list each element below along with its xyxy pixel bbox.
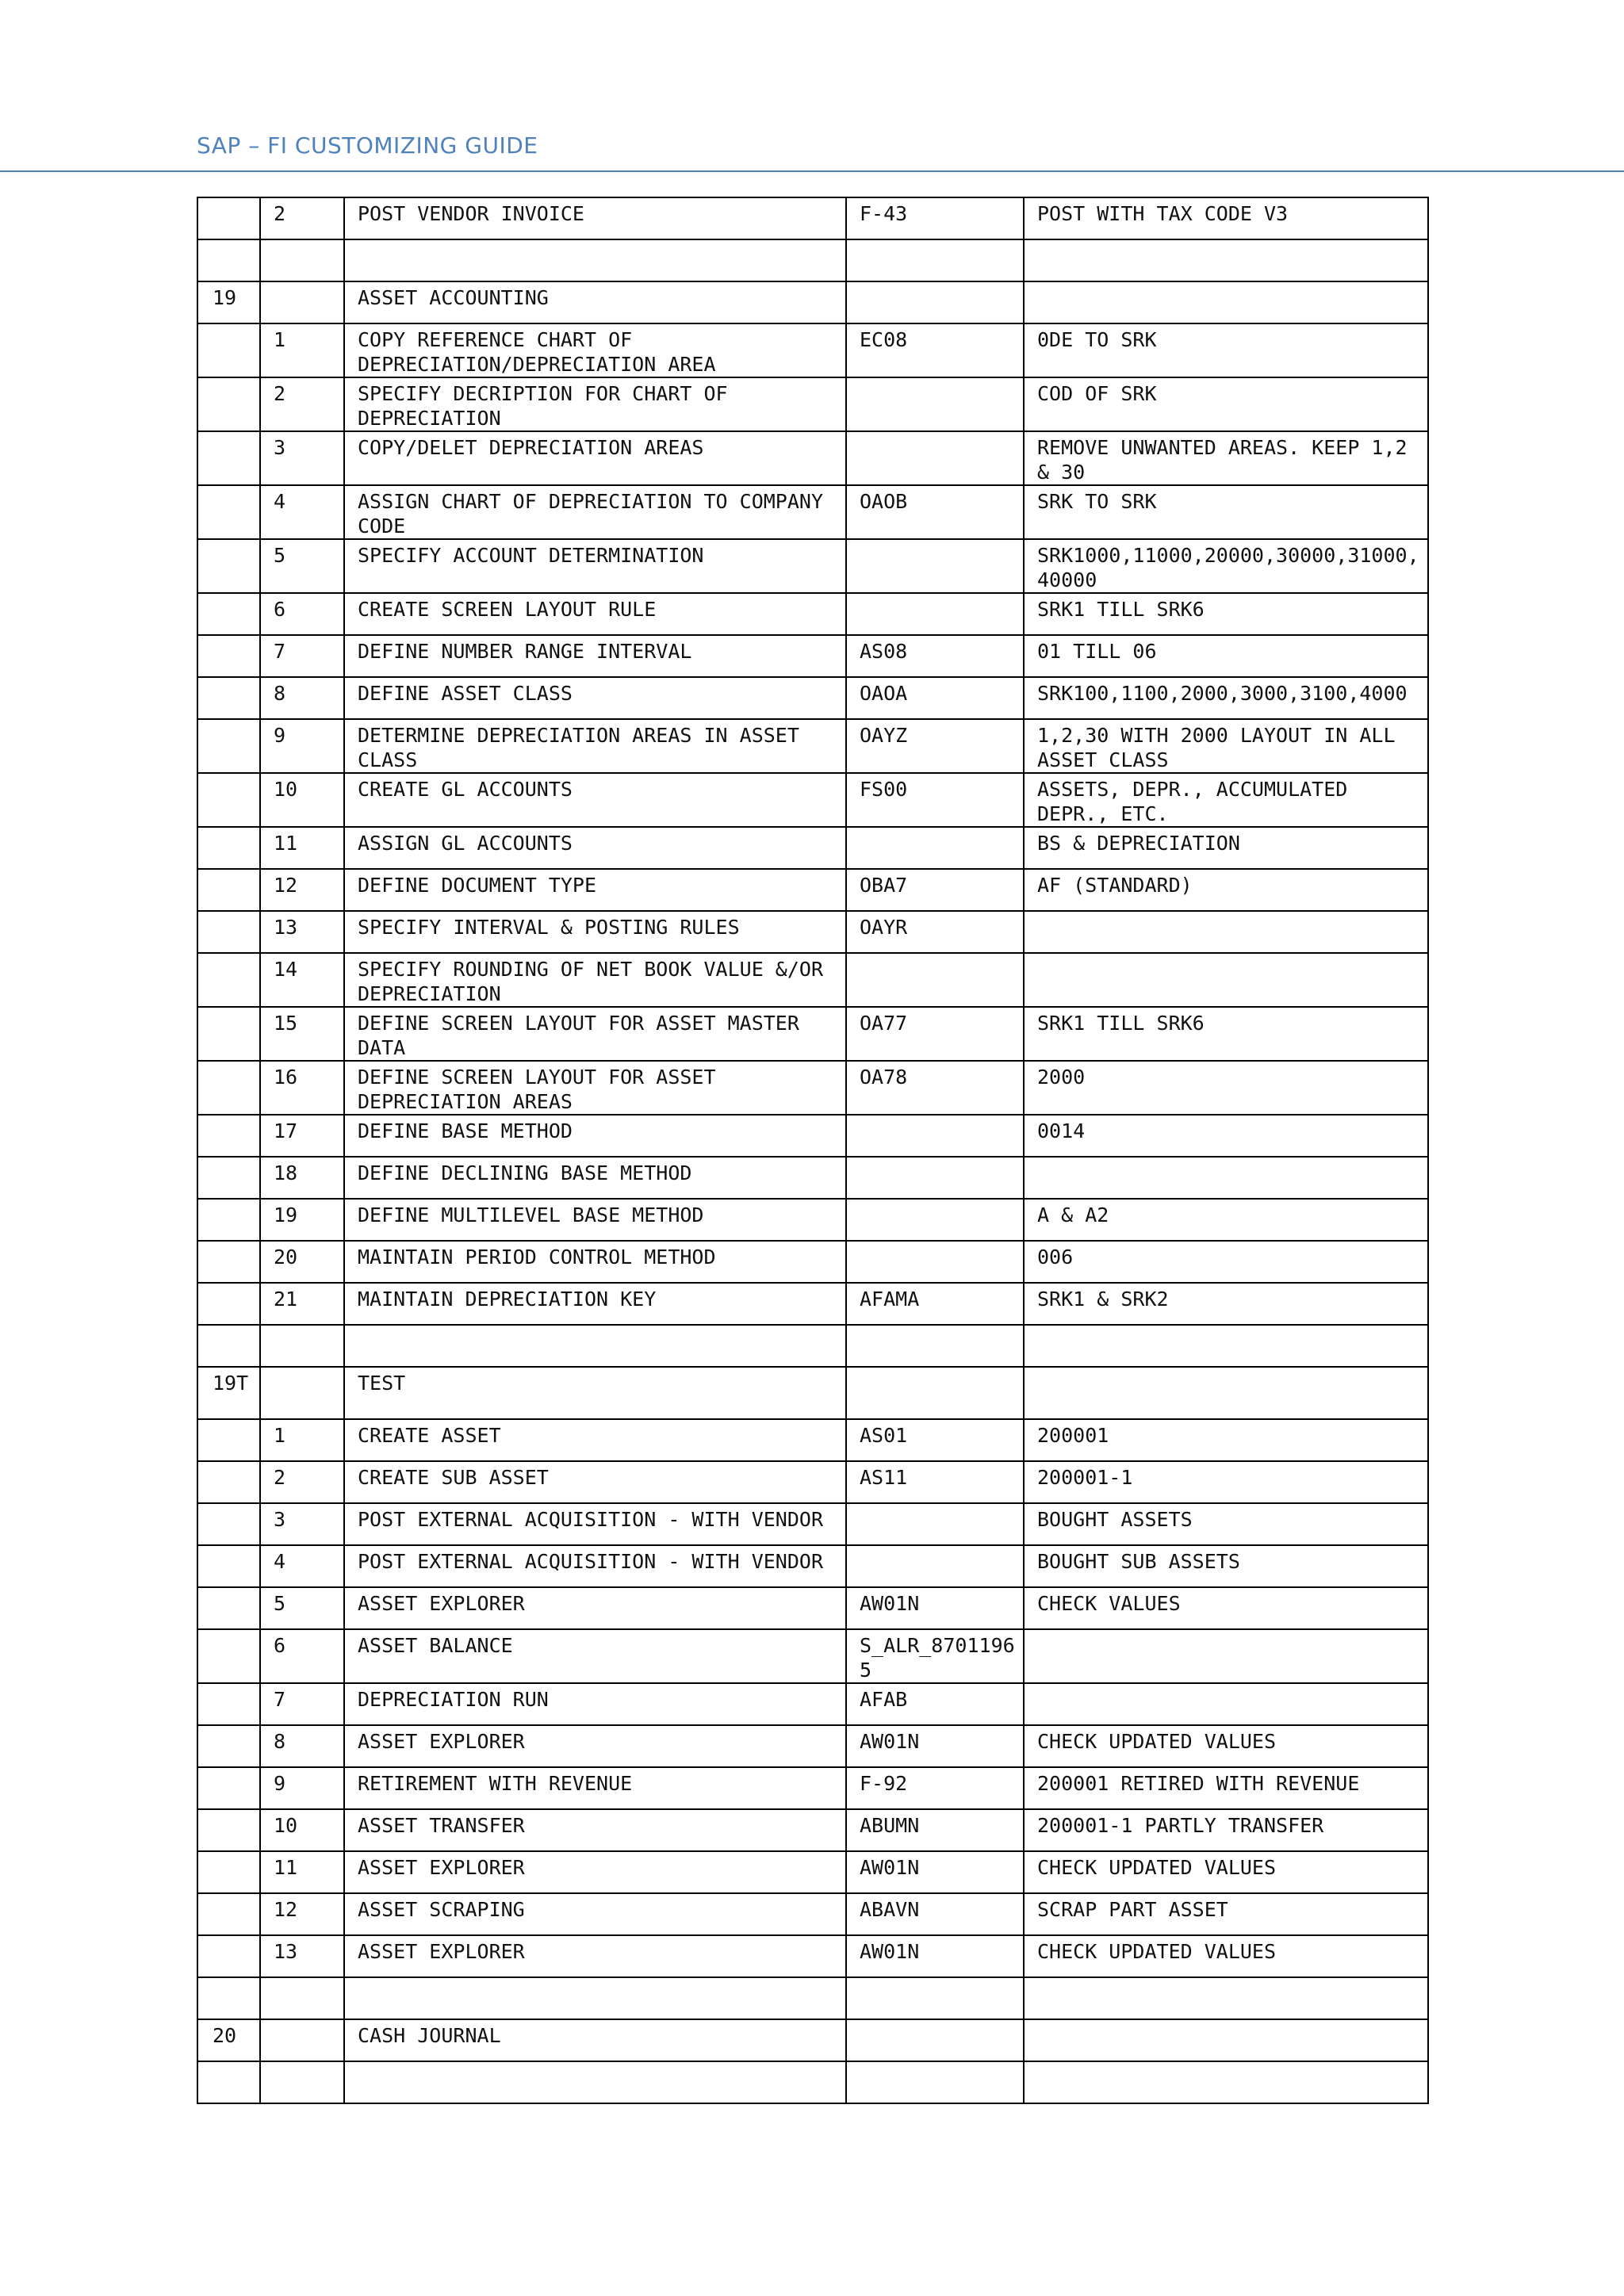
step-number-cell: 7 [260,1683,344,1725]
transaction-code-cell: OBA7 [846,869,1024,911]
transaction-code-cell [846,377,1024,431]
step-number-cell: 2 [260,197,344,239]
transaction-code-cell [846,1199,1024,1241]
remarks-cell: 1,2,30 WITH 2000 LAYOUT IN ALL ASSET CLASS [1024,719,1428,773]
activity-cell: ASSET TRANSFER [344,1809,846,1851]
step-number-cell: 2 [260,377,344,431]
remarks-cell [1024,239,1428,281]
step-number-cell [260,2061,344,2103]
step-number-cell [260,1977,344,2019]
table-row [197,1545,1428,1587]
remarks-cell: REMOVE UNWANTED AREAS. KEEP 1,2 & 30 [1024,431,1428,485]
activity-cell [344,239,846,281]
transaction-code-cell [846,1545,1024,1587]
table-row [197,1157,1428,1199]
transaction-code-cell: S_ALR_87011965 [846,1629,1024,1683]
activity-cell: SPECIFY INTERVAL & POSTING RULES [344,911,846,953]
section-number-cell [197,635,260,677]
transaction-code-cell: OAOA [846,677,1024,719]
remarks-cell [1024,281,1428,323]
step-number-cell: 5 [260,539,344,593]
transaction-code-cell [846,1977,1024,2019]
step-number-cell: 21 [260,1283,344,1325]
table-row [197,1461,1428,1503]
activity-cell: ASSET EXPLORER [344,1851,846,1893]
table-row [197,431,1428,485]
remarks-cell: POST WITH TAX CODE V3 [1024,197,1428,239]
section-number-cell [197,911,260,953]
activity-cell: SPECIFY DECRIPTION FOR CHART OF DEPRECIATION [344,377,846,431]
activity-cell [344,1325,846,1367]
step-number-cell: 13 [260,1935,344,1977]
step-number-cell [260,2019,344,2061]
transaction-code-cell [846,281,1024,323]
activity-cell: POST VENDOR INVOICE [344,197,846,239]
section-number-cell [197,1503,260,1545]
section-number-cell [197,1157,260,1199]
activity-cell: DEFINE ASSET CLASS [344,677,846,719]
section-number-cell [197,1935,260,1977]
step-number-cell: 8 [260,677,344,719]
table-row [197,377,1428,431]
transaction-code-cell: AS01 [846,1419,1024,1461]
section-number-cell [197,953,260,1007]
section-number-cell [197,1007,260,1061]
activity-cell: SPECIFY ACCOUNT DETERMINATION [344,539,846,593]
section-number-cell [197,1061,260,1115]
step-number-cell: 12 [260,869,344,911]
table-row [197,677,1428,719]
step-number-cell: 6 [260,1629,344,1683]
remarks-cell [1024,953,1428,1007]
transaction-code-cell [846,1325,1024,1367]
section-number-cell [197,719,260,773]
remarks-cell: A & A2 [1024,1199,1428,1241]
activity-cell: DEFINE DECLINING BASE METHOD [344,1157,846,1199]
step-number-cell: 4 [260,1545,344,1587]
section-number-cell [197,1683,260,1725]
remarks-cell [1024,2061,1428,2103]
transaction-code-cell: ABAVN [846,1893,1024,1935]
activity-cell: POST EXTERNAL ACQUISITION - WITH VENDOR [344,1503,846,1545]
activity-cell: DETERMINE DEPRECIATION AREAS IN ASSET CLASS [344,719,846,773]
activity-cell: CREATE ASSET [344,1419,846,1461]
section-number-cell [197,431,260,485]
activity-cell: DEFINE NUMBER RANGE INTERVAL [344,635,846,677]
section-number-cell [197,1545,260,1587]
step-number-cell: 14 [260,953,344,1007]
section-number-cell: 20 [197,2019,260,2061]
section-number-cell [197,1325,260,1367]
remarks-cell: SRK TO SRK [1024,485,1428,539]
step-number-cell: 8 [260,1725,344,1767]
step-number-cell: 18 [260,1157,344,1199]
transaction-code-cell: AW01N [846,1935,1024,1977]
table-row [197,1007,1428,1061]
remarks-cell [1024,1325,1428,1367]
remarks-cell: CHECK UPDATED VALUES [1024,1725,1428,1767]
section-number-cell [197,2061,260,2103]
transaction-code-cell [846,539,1024,593]
section-number-cell: 19 [197,281,260,323]
step-number-cell: 9 [260,719,344,773]
section-number-cell [197,377,260,431]
table-row [197,1115,1428,1157]
remarks-cell: COD OF SRK [1024,377,1428,431]
transaction-code-cell: OA78 [846,1061,1024,1115]
activity-cell: ASSIGN GL ACCOUNTS [344,827,846,869]
activity-cell: CASH JOURNAL [344,2019,846,2061]
remarks-cell: SRK100,1100,2000,3000,3100,4000 [1024,677,1428,719]
activity-cell [344,1977,846,2019]
remarks-cell: CHECK UPDATED VALUES [1024,1935,1428,1977]
transaction-code-cell [846,953,1024,1007]
activity-cell: DEFINE BASE METHOD [344,1115,846,1157]
table-row [197,1683,1428,1725]
transaction-code-cell [846,827,1024,869]
remarks-cell [1024,2019,1428,2061]
step-number-cell: 10 [260,773,344,827]
step-number-cell: 7 [260,635,344,677]
table-row [197,593,1428,635]
remarks-cell: 200001 RETIRED WITH REVENUE [1024,1767,1428,1809]
transaction-code-cell: F-92 [846,1767,1024,1809]
remarks-cell: BOUGHT SUB ASSETS [1024,1545,1428,1587]
transaction-code-cell: OAOB [846,485,1024,539]
step-number-cell: 2 [260,1461,344,1503]
section-number-cell [197,1115,260,1157]
remarks-cell: 0DE TO SRK [1024,323,1428,377]
section-number-cell: 19T [197,1367,260,1419]
step-number-cell: 10 [260,1809,344,1851]
transaction-code-cell: AW01N [846,1587,1024,1629]
section-number-cell [197,1199,260,1241]
transaction-code-cell: OAYR [846,911,1024,953]
step-number-cell: 20 [260,1241,344,1283]
section-number-cell [197,1977,260,2019]
transaction-code-cell [846,1503,1024,1545]
transaction-code-cell [846,1241,1024,1283]
section-number-cell [197,1629,260,1683]
transaction-code-cell [846,2019,1024,2061]
step-number-cell: 4 [260,485,344,539]
remarks-cell: CHECK VALUES [1024,1587,1428,1629]
table-row [197,827,1428,869]
step-number-cell: 15 [260,1007,344,1061]
activity-cell: CREATE SUB ASSET [344,1461,846,1503]
table-row [197,1325,1428,1367]
transaction-code-cell: ABUMN [846,1809,1024,1851]
table-row [197,1241,1428,1283]
transaction-code-cell: F-43 [846,197,1024,239]
activity-cell: ASSET EXPLORER [344,1587,846,1629]
remarks-cell: 2000 [1024,1061,1428,1115]
table-row [197,281,1428,323]
section-number-cell [197,1283,260,1325]
activity-cell: ASSET BALANCE [344,1629,846,1683]
step-number-cell [260,239,344,281]
transaction-code-cell [846,431,1024,485]
step-number-cell: 1 [260,323,344,377]
remarks-cell [1024,1367,1428,1419]
remarks-cell: 200001-1 [1024,1461,1428,1503]
transaction-code-cell: AFAMA [846,1283,1024,1325]
activity-cell: ASSET SCRAPING [344,1893,846,1935]
header-divider [0,170,1624,172]
transaction-code-cell: OAYZ [846,719,1024,773]
remarks-cell [1024,911,1428,953]
step-number-cell [260,281,344,323]
step-number-cell: 17 [260,1115,344,1157]
activity-cell: DEFINE MULTILEVEL BASE METHOD [344,1199,846,1241]
remarks-cell: 006 [1024,1241,1428,1283]
activity-cell: ASSET ACCOUNTING [344,281,846,323]
activity-cell: DEPRECIATION RUN [344,1683,846,1725]
remarks-cell [1024,1683,1428,1725]
activity-cell: COPY REFERENCE CHART OF DEPRECIATION/DEPRECIATION AREA [344,323,846,377]
step-number-cell: 11 [260,827,344,869]
table-row [197,1935,1428,1977]
section-number-cell [197,239,260,281]
transaction-code-cell [846,593,1024,635]
table-row [197,1893,1428,1935]
remarks-cell: SRK1000,11000,20000,30000,31000,40000 [1024,539,1428,593]
table-row [197,1061,1428,1115]
step-number-cell: 5 [260,1587,344,1629]
activity-cell: CREATE SCREEN LAYOUT RULE [344,593,846,635]
table-row [197,953,1428,1007]
step-number-cell: 3 [260,1503,344,1545]
section-number-cell [197,197,260,239]
section-number-cell [197,1461,260,1503]
remarks-cell: SRK1 TILL SRK6 [1024,593,1428,635]
section-number-cell [197,827,260,869]
table-row [197,1809,1428,1851]
activity-cell: DEFINE SCREEN LAYOUT FOR ASSET DEPRECIATION AREAS [344,1061,846,1115]
table-row [197,1199,1428,1241]
table-row [197,1767,1428,1809]
section-number-cell [197,773,260,827]
activity-cell: DEFINE SCREEN LAYOUT FOR ASSET MASTER DATA [344,1007,846,1061]
remarks-cell: SCRAP PART ASSET [1024,1893,1428,1935]
transaction-code-cell [846,239,1024,281]
transaction-code-cell [846,1157,1024,1199]
table-row [197,1851,1428,1893]
remarks-cell [1024,1629,1428,1683]
customizing-table-body [197,197,1428,2103]
transaction-code-cell: AFAB [846,1683,1024,1725]
section-number-cell [197,677,260,719]
table-row [197,911,1428,953]
activity-cell: MAINTAIN DEPRECIATION KEY [344,1283,846,1325]
table-row [197,1283,1428,1325]
activity-cell: DEFINE DOCUMENT TYPE [344,869,846,911]
activity-cell: ASSET EXPLORER [344,1935,846,1977]
step-number-cell: 13 [260,911,344,953]
activity-cell: CREATE GL ACCOUNTS [344,773,846,827]
activity-cell: POST EXTERNAL ACQUISITION - WITH VENDOR [344,1545,846,1587]
transaction-code-cell: AS11 [846,1461,1024,1503]
section-number-cell [197,1893,260,1935]
transaction-code-cell: FS00 [846,773,1024,827]
table-row [197,1503,1428,1545]
activity-cell: SPECIFY ROUNDING OF NET BOOK VALUE &/OR DEPRECIATION [344,953,846,1007]
section-number-cell [197,1587,260,1629]
step-number-cell [260,1367,344,1419]
table-row [197,2019,1428,2061]
table-row [197,773,1428,827]
transaction-code-cell [846,1367,1024,1419]
table-row [197,1587,1428,1629]
remarks-cell: 200001 [1024,1419,1428,1461]
step-number-cell: 16 [260,1061,344,1115]
customizing-table [197,197,1429,2104]
remarks-cell: BS & DEPRECIATION [1024,827,1428,869]
table-row [197,719,1428,773]
section-number-cell [197,323,260,377]
table-row [197,1977,1428,2019]
table-row [197,1419,1428,1461]
table-row [197,197,1428,239]
step-number-cell: 9 [260,1767,344,1809]
remarks-cell: BOUGHT ASSETS [1024,1503,1428,1545]
section-number-cell [197,1241,260,1283]
remarks-cell: 0014 [1024,1115,1428,1157]
remarks-cell: SRK1 & SRK2 [1024,1283,1428,1325]
activity-cell: ASSET EXPLORER [344,1725,846,1767]
section-number-cell [197,1809,260,1851]
table-row [197,323,1428,377]
section-number-cell [197,593,260,635]
table-row [197,1725,1428,1767]
section-number-cell [197,1851,260,1893]
step-number-cell: 6 [260,593,344,635]
remarks-cell [1024,1977,1428,2019]
table-row [197,635,1428,677]
step-number-cell: 11 [260,1851,344,1893]
remarks-cell: SRK1 TILL SRK6 [1024,1007,1428,1061]
table-row [197,485,1428,539]
section-number-cell [197,1419,260,1461]
remarks-cell: 200001-1 PARTLY TRANSFER [1024,1809,1428,1851]
activity-cell: MAINTAIN PERIOD CONTROL METHOD [344,1241,846,1283]
remarks-cell: AF (STANDARD) [1024,869,1428,911]
activity-cell: RETIREMENT WITH REVENUE [344,1767,846,1809]
activity-cell [344,2061,846,2103]
section-number-cell [197,1767,260,1809]
table-row [197,239,1428,281]
remarks-cell: CHECK UPDATED VALUES [1024,1851,1428,1893]
remarks-cell [1024,1157,1428,1199]
section-number-cell [197,539,260,593]
step-number-cell: 12 [260,1893,344,1935]
table-row [197,539,1428,593]
table-row [197,869,1428,911]
transaction-code-cell: AS08 [846,635,1024,677]
page-header-title: SAP – FI CUSTOMIZING GUIDE [197,132,538,159]
activity-cell: TEST [344,1367,846,1419]
section-number-cell [197,485,260,539]
transaction-code-cell [846,2061,1024,2103]
table-row [197,1367,1428,1419]
table-row [197,2061,1428,2103]
remarks-cell: 01 TILL 06 [1024,635,1428,677]
remarks-cell: ASSETS, DEPR., ACCUMULATED DEPR., ETC. [1024,773,1428,827]
section-number-cell [197,869,260,911]
transaction-code-cell: AW01N [846,1851,1024,1893]
transaction-code-cell: OA77 [846,1007,1024,1061]
step-number-cell: 3 [260,431,344,485]
step-number-cell: 1 [260,1419,344,1461]
step-number-cell: 19 [260,1199,344,1241]
activity-cell: COPY/DELET DEPRECIATION AREAS [344,431,846,485]
transaction-code-cell [846,1115,1024,1157]
transaction-code-cell: EC08 [846,323,1024,377]
table-row [197,1629,1428,1683]
transaction-code-cell: AW01N [846,1725,1024,1767]
step-number-cell [260,1325,344,1367]
activity-cell: ASSIGN CHART OF DEPRECIATION TO COMPANY CODE [344,485,846,539]
section-number-cell [197,1725,260,1767]
